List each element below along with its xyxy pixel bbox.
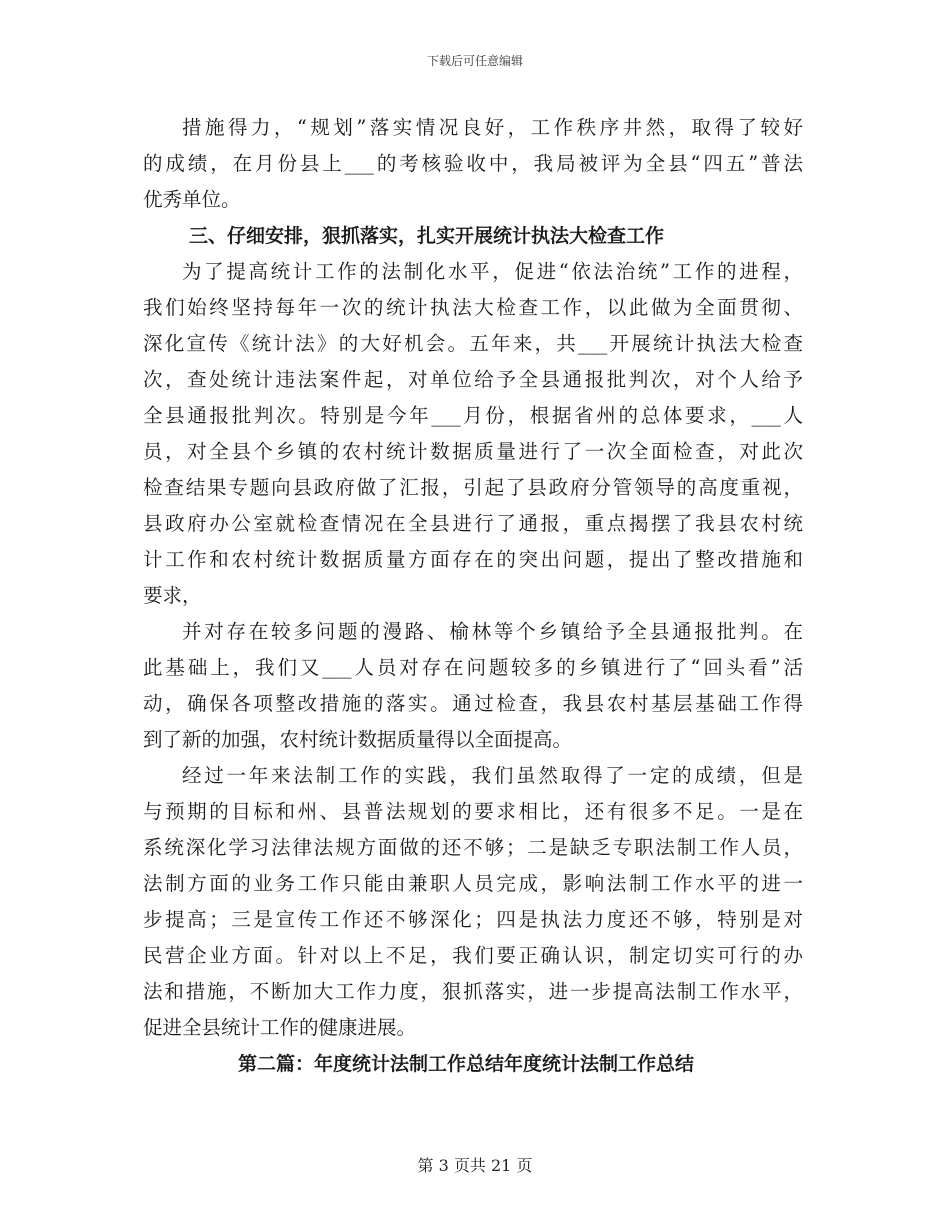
text-line: 此基础上，我们又___人员对存在问题较多的乡镇进行了“回头看”活 [143,656,803,679]
text-line: 促进全县统计工作的健康进展。 [143,1016,417,1039]
text-line: 计工作和农村统计数据质量方面存在的突出问题，提出了整改措施和 [143,548,803,571]
text-line: 全县通报批判次。特别是今年___月份，根据省州的总体要求，___人 [143,404,803,427]
text-line: 为了提高统计工作的法制化水平，促进“依法治统”工作的进程， [182,260,803,283]
page-header: 下载后可任意编辑 [426,54,523,68]
text-line: 经过一年来法制工作的实践，我们虽然取得了一定的成绩，但是 [182,764,803,787]
text-line: 员，对全县个乡镇的农村统计数据质量进行了一次全面检查，对此次 [143,440,803,463]
page-footer: 第 3 页共 21 页 [417,1156,533,1175]
text-line: 法和措施，不断加大工作力度，狠抓落实，进一步提高法制工作水平， [143,980,803,1003]
text-line: 要求， [143,584,202,607]
text-line: 到了新的加强，农村统计数据质量得以全面提高。 [143,728,573,751]
section-heading: 三、仔细安排，狠抓落实，扎实开展统计执法大检查工作 [189,225,665,247]
text-line: 的成绩，在月份县上___的考核验收中，我局被评为全县“四五”普法 [143,152,803,175]
text-line: 我们始终坚持每年一次的统计执法大检查工作，以此做为全面贯彻、 [143,296,803,319]
text-line: 法制方面的业务工作只能由兼职人员完成，影响法制工作水平的进一 [143,872,803,895]
text-line: 系统深化学习法律法规方面做的还不够；二是缺乏专职法制工作人员， [143,836,803,859]
text-line: 深化宣传《统计法》的大好机会。五年来，共___开展统计执法大检查 [143,332,803,355]
section-heading: 第二篇：年度统计法制工作总结年度统计法制工作总结 [238,1053,695,1075]
text-line: 动，确保各项整改措施的落实。通过检查，我县农村基层基础工作得 [143,692,803,715]
text-line: 检查结果专题向县政府做了汇报，引起了县政府分管领导的高度重视， [143,476,803,499]
text-line: 民营企业方面。针对以上不足，我们要正确认识，制定切实可行的办 [143,944,803,967]
text-line: 县政府办公室就检查情况在全县进行了通报，重点揭摆了我县农村统 [143,512,803,535]
text-line: 并对存在较多问题的漫路、榆林等个乡镇给予全县通报批判。在 [182,620,803,643]
text-line: 次，查处统计违法案件起，对单位给予全县通报批判次，对个人给予 [143,368,803,391]
document-body [143,110,803,1082]
text-line: 优秀单位。 [143,188,241,211]
text-line: 与预期的目标和州、县普法规划的要求相比，还有很多不足。一是在 [143,800,803,823]
text-line: 措施得力，“规划”落实情况良好，工作秩序井然，取得了较好 [182,116,803,139]
text-line: 步提高；三是宣传工作还不够深化；四是执法力度还不够，特别是对 [143,908,803,931]
